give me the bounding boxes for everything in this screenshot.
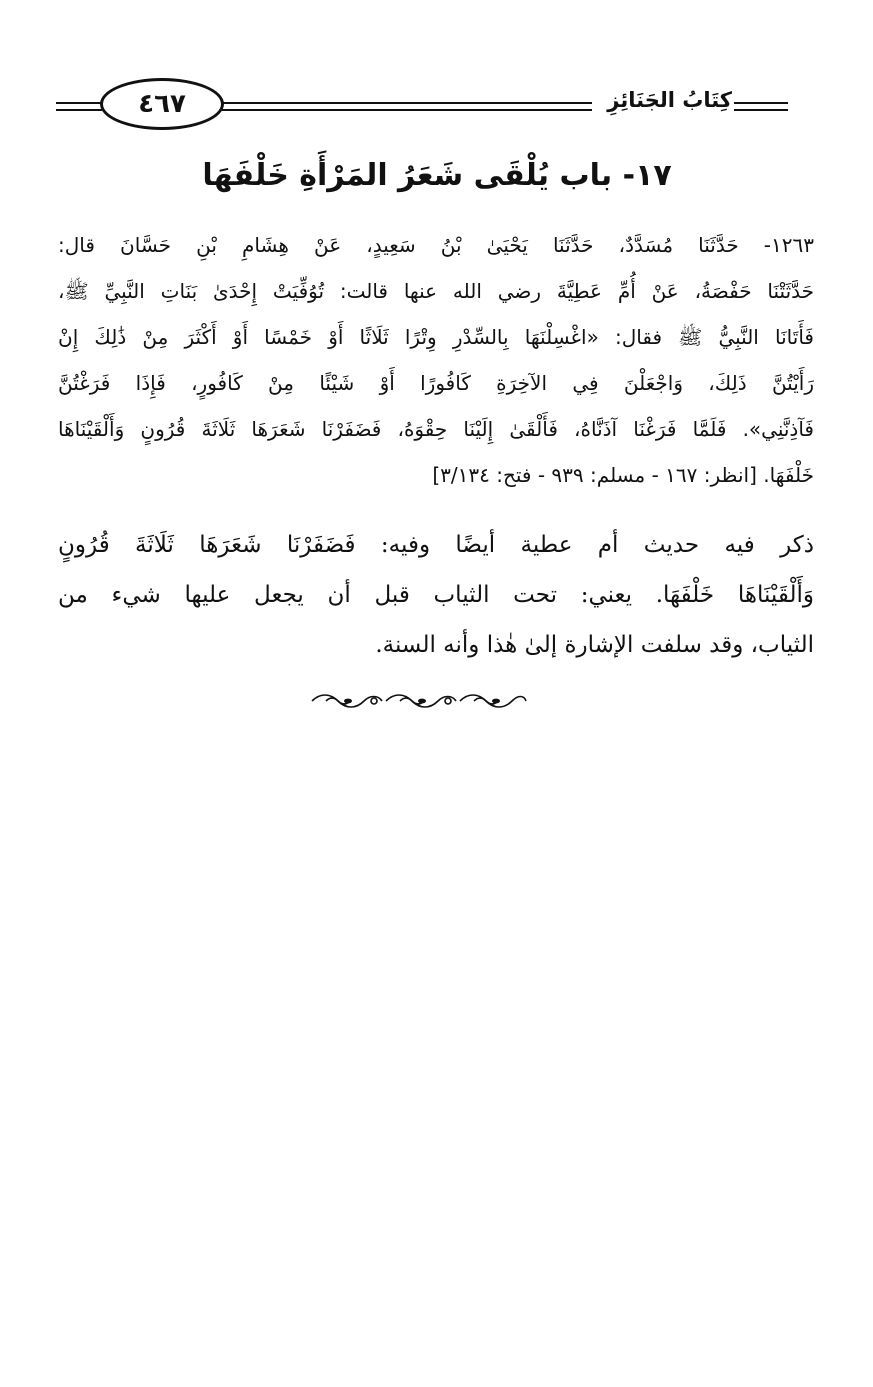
commentary-line: وَأَلْقَيْنَاهَا خَلْفَهَا. يعني: تحت الثياب قبل أن يجعل عليها شيء من (58, 582, 814, 608)
chapter-heading: ١٧- باب يُلْقَى شَعَرُ المَرْأَةِ خَلْفَهَا (202, 158, 672, 193)
hadith-line: فَآذِنَّنِي». فَلَمَّا فَرَغْنَا آذَنَّاهُ، فَأَلْقَىٰ إِلَيْنَا حِقْوَهُ، فَضَفَرْنَا شَعَرَهَا ثَلَاثَةَ قُرُونٍ وَأَلْقَيْنَاهَا (58, 417, 814, 441)
hadith-line: رَأَيْتُنَّ ذَلِكَ، وَاجْعَلْنَ فِي الآخِرَةِ كَافُورًا أَوْ شَيْئًا مِنْ كَافُورٍ، فَإِذَا فَرَغْتُنَّ (58, 371, 814, 395)
hadith-line: ١٢٦٣- حَدَّثَنَا مُسَدَّدٌ، حَدَّثَنَا يَحْيَىٰ بْنُ سَعِيدٍ، عَنْ هِشَامِ بْنِ حَسَّانَ قال: (58, 233, 814, 257)
hadith-line-reference: خَلْفَهَا. [انظر: ١٦٧ - مسلم: ٩٣٩ - فتح: ٣/١٣٤] (432, 463, 814, 487)
hadith-line: حَدَّثَتْنَا حَفْصَةُ، عَنْ أُمِّ عَطِيَّةَ رضي الله عنها قالت: تُوُفِّيَتْ إِحْدَىٰ بَنَاتِ النَّبِيِّ ﷺ، (58, 279, 814, 303)
hadith-line: فَأَتَانَا النَّبِيُّ ﷺ فقال: «اغْسِلْنَهَا بِالسِّدْرِ وِتْرًا ثَلَاثًا أَوْ خَمْسًا أَوْ أَكْثَرَ مِنْ ذَٰلِكَ إِنْ (58, 325, 814, 349)
commentary-line: ذكر فيه حديث أم عطية أيضًا وفيه: فَضَفَرْنَا شَعَرَهَا ثَلَاثَةَ قُرُونٍ (58, 532, 814, 558)
commentary-line: الثياب، وقد سلفت الإشارة إلىٰ هٰذا وأنه السنة. (375, 632, 814, 658)
hadith-text (58, 222, 814, 498)
decorative-divider-icon (308, 690, 530, 712)
commentary-text (58, 520, 814, 670)
header-rule-left (56, 102, 102, 104)
page-number: ٤٦٧ (138, 89, 186, 119)
page-number-badge (100, 78, 224, 130)
header-rule-middle (222, 102, 592, 104)
page-header (56, 72, 788, 142)
header-rule-right (734, 102, 788, 104)
running-title: كِتَابُ الجَنَائِزِ (607, 88, 732, 112)
